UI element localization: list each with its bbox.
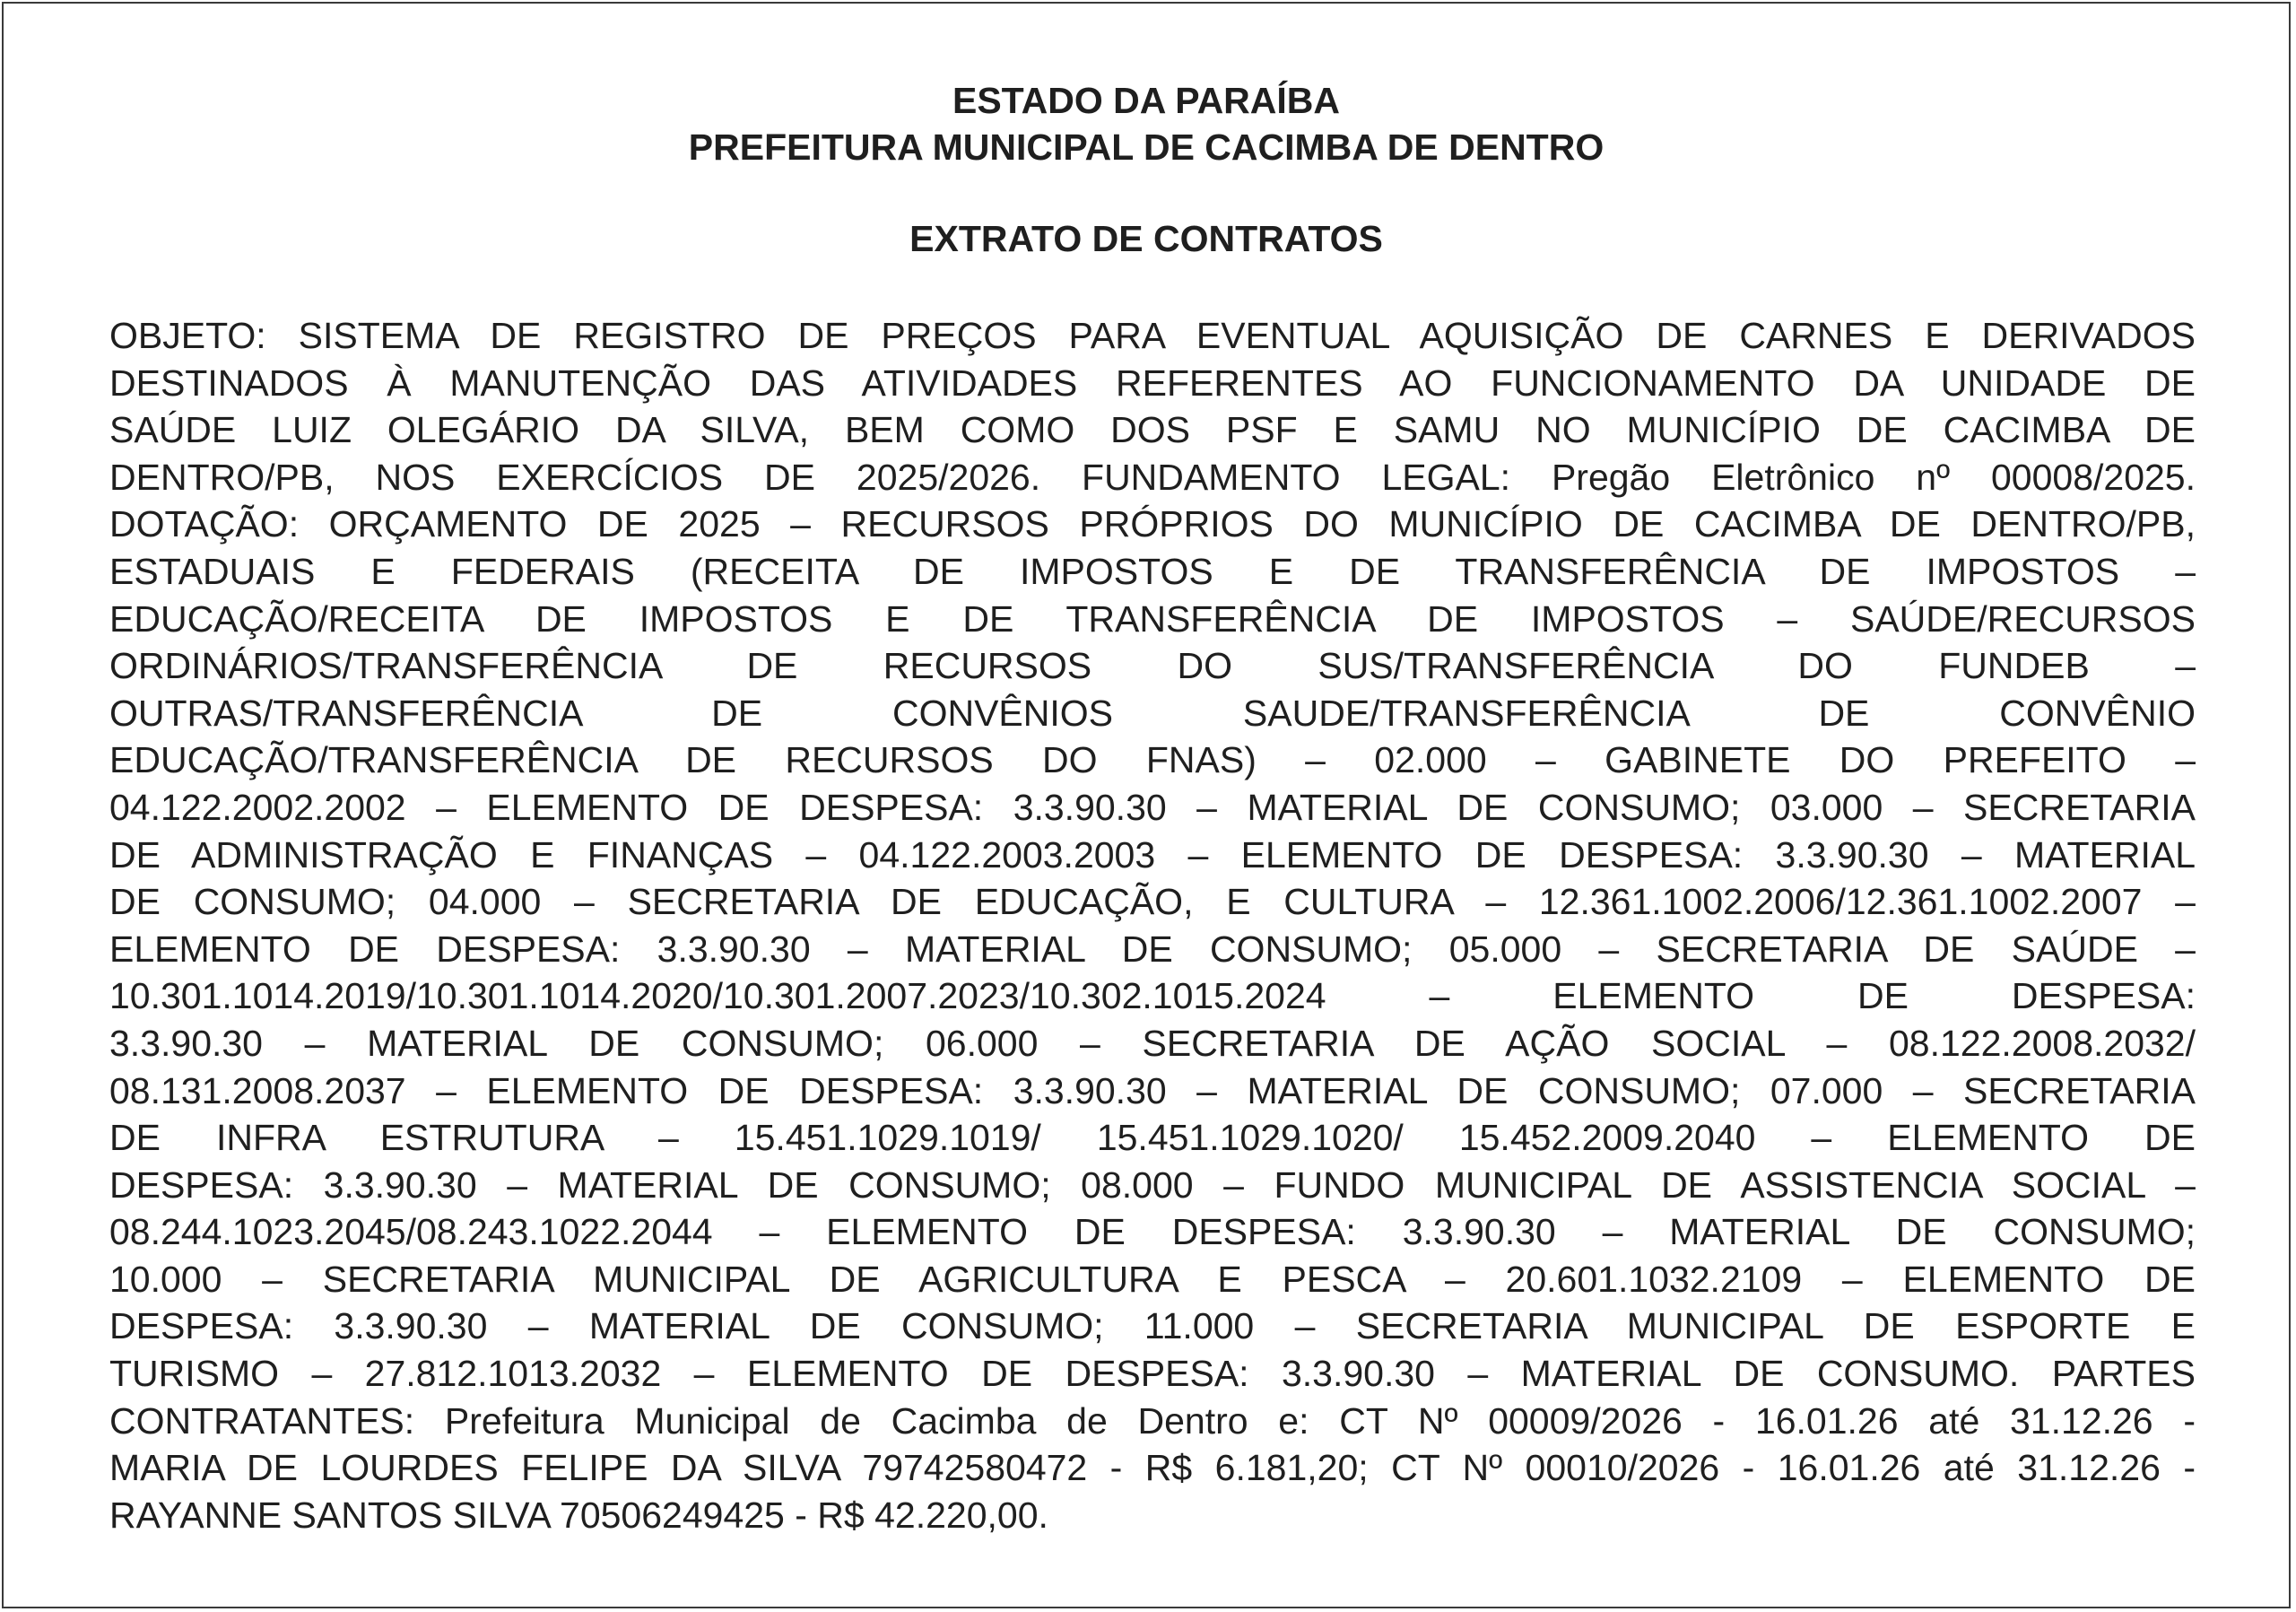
body-line: 10.301.1014.2019/10.301.1014.2020/10.301.2007.2023/10.302.1015.2024 – ELEMENTO DE DESPESA: [109, 975, 2196, 1017]
body-line: ESTADUAIS E FEDERAIS (RECEITA DE IMPOSTOS E DE TRANSFERÊNCIA DE IMPOSTOS – [109, 550, 2196, 592]
municipality-heading: PREFEITURA MUNICIPAL DE CACIMBA DE DENTRO [688, 126, 1605, 168]
body-line: EDUCAÇÃO/TRANSFERÊNCIA DE RECURSOS DO FNAS) – 02.000 – GABINETE DO PREFEITO – [109, 739, 2196, 781]
body-line: DENTRO/PB, NOS EXERCÍCIOS DE 2025/2026. FUNDAMENTO LEGAL: Pregão Eletrônico nº 00008/2025. [109, 456, 2196, 498]
body-line: RAYANNE SANTOS SILVA 70506249425 - R$ 42.220,00. [109, 1494, 1048, 1536]
body-line: MARIA DE LOURDES FELIPE DA SILVA 79742580472 - R$ 6.181,20; CT Nº 00010/2026 - 16.01.26 até 31.12.26 - [109, 1447, 2196, 1489]
body-line: SAÚDE LUIZ OLEGÁRIO DA SILVA, BEM COMO DOS PSF E SAMU NO MUNICÍPIO DE CACIMBA DE [109, 409, 2196, 451]
body-line: DE INFRA ESTRUTURA – 15.451.1029.1019/ 15.451.1029.1020/ 15.452.2009.2040 – ELEMENTO DE [109, 1117, 2196, 1159]
body-line: CONTRATANTES: Prefeitura Municipal de Cacimba de Dentro e: CT Nº 00009/2026 - 16.01.26 até 31.12.26 - [109, 1399, 2196, 1442]
body-line: 04.122.2002.2002 – ELEMENTO DE DESPESA: 3.3.90.30 – MATERIAL DE CONSUMO; 03.000 – SECRETARIA [109, 786, 2196, 828]
body-line: DE ADMINISTRAÇÃO E FINANÇAS – 04.122.2003.2003 – ELEMENTO DE DESPESA: 3.3.90.30 – MATERIAL [109, 833, 2196, 876]
section-title: EXTRATO DE CONTRATOS [909, 218, 1383, 259]
body-line: DE CONSUMO; 04.000 – SECRETARIA DE EDUCAÇÃO, E CULTURA – 12.361.1002.2006/12.361.1002.2007 – [109, 881, 2196, 923]
body-line: ELEMENTO DE DESPESA: 3.3.90.30 – MATERIAL DE CONSUMO; 05.000 – SECRETARIA DE SAÚDE – [109, 928, 2196, 970]
body-line: OBJETO: SISTEMA DE REGISTRO DE PREÇOS PARA EVENTUAL AQUISIÇÃO DE CARNES E DERIVADOS [109, 315, 2196, 356]
body-line: 10.000 – SECRETARIA MUNICIPAL DE AGRICULTURA E PESCA – 20.601.1032.2109 – ELEMENTO DE [109, 1258, 2196, 1300]
body-line: DOTAÇÃO: ORÇAMENTO DE 2025 – RECURSOS PRÓPRIOS DO MUNICÍPIO DE CACIMBA DE DENTRO/PB, [109, 503, 2196, 545]
body-line: DESPESA: 3.3.90.30 – MATERIAL DE CONSUMO; 11.000 – SECRETARIA MUNICIPAL DE ESPORTE E [109, 1305, 2196, 1347]
body-line: EDUCAÇÃO/RECEITA DE IMPOSTOS E DE TRANSFERÊNCIA DE IMPOSTOS – SAÚDE/RECURSOS [109, 597, 2196, 640]
body-line: 3.3.90.30 – MATERIAL DE CONSUMO; 06.000 – SECRETARIA DE AÇÃO SOCIAL – 08.122.2008.2032/ [109, 1022, 2196, 1064]
body-line: DESPESA: 3.3.90.30 – MATERIAL DE CONSUMO; 08.000 – FUNDO MUNICIPAL DE ASSISTENCIA SOCIAL – [109, 1163, 2196, 1206]
body-line: OUTRAS/TRANSFERÊNCIA DE CONVÊNIOS SAUDE/TRANSFERÊNCIA DE CONVÊNIO [109, 692, 2196, 734]
state-heading: ESTADO DA PARAÍBA [952, 80, 1341, 121]
body-line: DESTINADOS À MANUTENÇÃO DAS ATIVIDADES REFERENTES AO FUNCIONAMENTO DA UNIDADE DE [109, 362, 2196, 404]
body-line: 08.244.1023.2045/08.243.1022.2044 – ELEMENTO DE DESPESA: 3.3.90.30 – MATERIAL DE CONSUMO; [109, 1211, 2196, 1253]
document-frame [2, 2, 2291, 1608]
contract-extract-body [109, 312, 2196, 1538]
body-line: ORDINÁRIOS/TRANSFERÊNCIA DE RECURSOS DO SUS/TRANSFERÊNCIA DO FUNDEB – [109, 645, 2196, 687]
body-line: TURISMO – 27.812.1013.2032 – ELEMENTO DE DESPESA: 3.3.90.30 – MATERIAL DE CONSUMO. PARTES [109, 1353, 2196, 1395]
body-line: 08.131.2008.2037 – ELEMENTO DE DESPESA: 3.3.90.30 – MATERIAL DE CONSUMO; 07.000 – SECRETARIA [109, 1069, 2196, 1111]
